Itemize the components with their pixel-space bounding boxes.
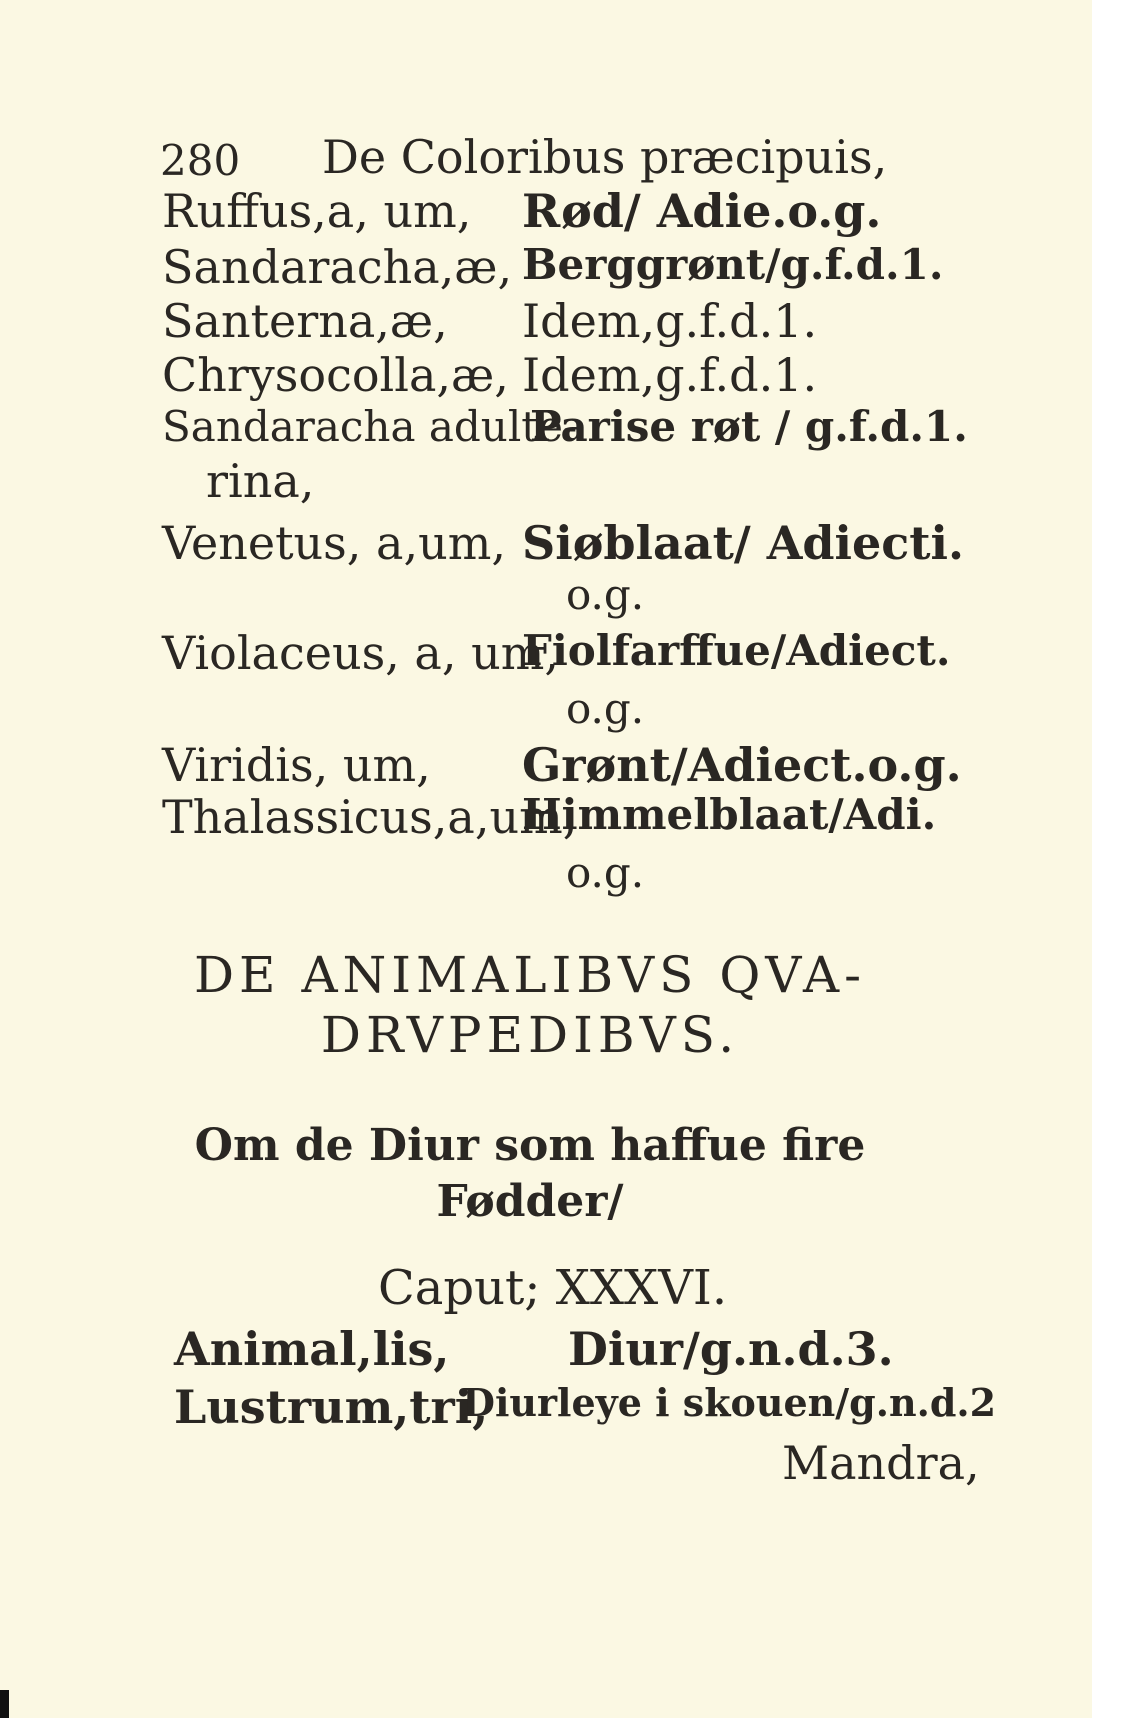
- entry-danish: Parise røt / g.f.d.1.: [530, 402, 968, 451]
- entry-danish: Berggrønt/g.f.d.1.: [522, 240, 944, 289]
- entry-latin: Venetus, a,um,: [162, 516, 506, 570]
- entry-danish: o.g.: [566, 684, 645, 733]
- entry-danish: o.g.: [566, 848, 645, 897]
- chapter-caption: Caput; XXXVI.: [378, 1260, 728, 1316]
- entry-danish: Diurleye i skouen/g.n.d.2: [462, 1380, 997, 1425]
- entry-latin: Ruffus,a, um,: [162, 184, 472, 238]
- page-number: 280: [160, 136, 241, 185]
- entry-latin: Sandaracha adulte-: [162, 402, 578, 451]
- entry-danish: Fiolfarffue/Adiect.: [522, 626, 951, 675]
- entry-latin: rina,: [206, 454, 315, 508]
- entry-danish: Idem,g.f.d.1.: [522, 348, 818, 402]
- entry-latin: Chrysocolla,æ,: [162, 348, 509, 402]
- running-title: De Coloribus præcipuis,: [322, 130, 888, 184]
- entry-danish: Himmelblaat/Adi.: [522, 790, 937, 839]
- scan-edge-mark: [0, 1690, 9, 1718]
- entry-latin: Santerna,æ,: [162, 294, 448, 348]
- entry-latin: Sandaracha,æ,: [162, 240, 513, 294]
- entry-danish: o.g.: [566, 570, 645, 619]
- entry-latin: Animal,lis,: [174, 1322, 450, 1376]
- entry-danish: Idem,g.f.d.1.: [522, 294, 818, 348]
- entry-latin: Viridis, um,: [162, 738, 431, 792]
- entry-danish: Siøblaat/ Adiecti.: [522, 516, 965, 570]
- entry-danish: Grønt/Adiect.o.g.: [522, 738, 962, 792]
- entry-danish: Mandra,: [782, 1436, 980, 1490]
- section-heading: DE ANIMALIBVS QVA-: [193, 946, 867, 1004]
- entry-latin: Thalassicus,a,um,: [162, 790, 578, 844]
- entry-latin: Violaceus, a, um,: [162, 626, 559, 680]
- section-heading-continued: DRVPEDIBVS.: [320, 1006, 740, 1064]
- section-subheading: Om de Diur som haffue fire: [194, 1120, 866, 1171]
- entry-danish: Rød/ Adie.o.g.: [522, 184, 882, 238]
- section-subheading-continued: Fødder/: [436, 1176, 624, 1227]
- entry-danish: Diur/g.n.d.3.: [568, 1322, 894, 1376]
- entry-latin: Lustrum,tri,: [174, 1380, 489, 1434]
